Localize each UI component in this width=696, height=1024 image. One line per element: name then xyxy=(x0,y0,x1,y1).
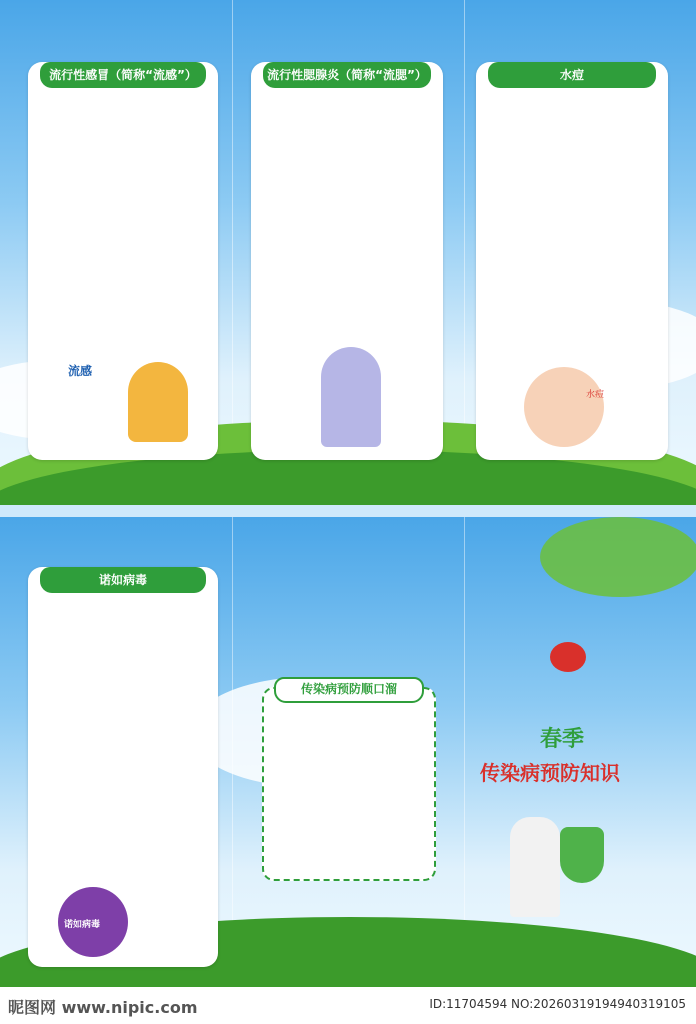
fold-line xyxy=(464,517,465,987)
flu-label: 流感 xyxy=(68,364,93,378)
brand-line1: 春季 xyxy=(540,727,585,752)
chant-box xyxy=(262,682,436,881)
sick-boy-illustration xyxy=(321,347,381,447)
watermark-id: ID:11704594 NO:20260319194940319105 xyxy=(429,997,686,1011)
chickenpox-label: 水痘 xyxy=(586,390,605,400)
flu-title: 流行性感冒（简称“流感”） xyxy=(40,62,206,88)
chant-title: 传染病预防顺口溜 xyxy=(274,677,424,703)
leaves-decoration xyxy=(540,517,696,597)
baby-illustration xyxy=(524,367,604,447)
brand-line2: 传染病预防知识 xyxy=(480,761,620,785)
heart-cross-icon xyxy=(550,642,586,672)
top-panel xyxy=(0,0,696,505)
norovirus-card xyxy=(28,567,218,967)
chickenpox-card xyxy=(476,62,668,460)
mumps-card xyxy=(251,62,443,460)
doctor-illustration xyxy=(510,817,560,917)
norovirus-title: 诺如病毒 xyxy=(40,567,206,593)
norovirus-label: 诺如病毒 xyxy=(64,920,101,930)
sick-child-illustration xyxy=(128,362,188,442)
flu-card xyxy=(28,62,218,460)
chickenpox-title: 水痘 xyxy=(488,62,656,88)
watermark-bar xyxy=(0,987,696,1024)
shield-icon xyxy=(560,827,604,883)
watermark-site: 昵图网 www.nipic.com xyxy=(8,998,198,1017)
mumps-title: 流行性腮腺炎（简称“流腮”） xyxy=(263,62,431,88)
bottom-panel xyxy=(0,517,696,987)
